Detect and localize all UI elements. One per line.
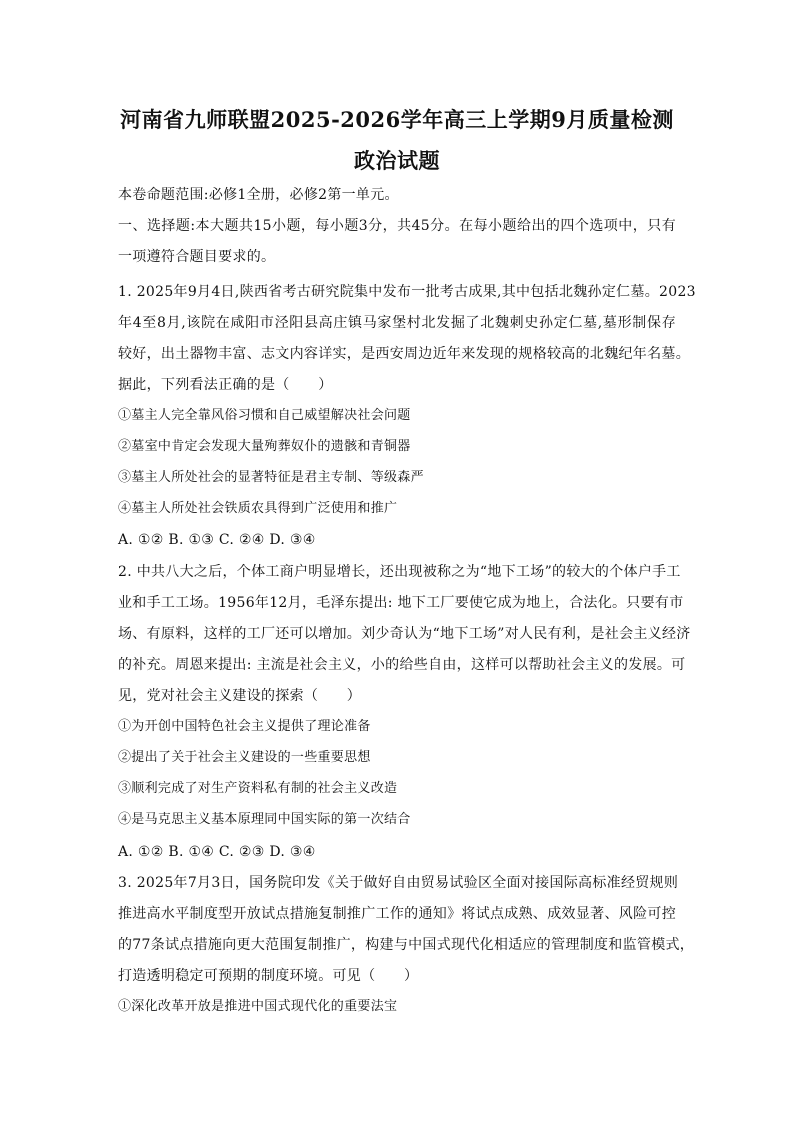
scope-note: 本卷命题范围:必修1全册，必修2第一单元。 — [118, 187, 399, 203]
q1-option-1: ①墓主人完全靠风俗习惯和自己威望解决社会问题 — [118, 408, 411, 423]
q3-stem-line2: 推进高水平制度型开放试点措施复制推广工作的通知》将试点成熟、成效显著、风险可控 — [118, 906, 676, 922]
q3-stem-line3: 的77条试点措施向更大范围复制推广，构建与中国式现代化相适应的管理制度和监管模式， — [118, 937, 695, 953]
q2-stem-line3: 场、有原料，这样的工厂还可以增加。刘少奇认为“地下工场”对人民有利，是社会主义经济 — [118, 626, 691, 642]
q1-stem-line4: 据此，下列看法正确的是（ ） — [118, 377, 333, 393]
q2-option-3: ③顺利完成了对生产资料私有制的社会主义改造 — [118, 781, 398, 796]
document-subtitle: 政治试题 — [354, 148, 440, 173]
q1-stem-line1: 1. 2025年9月4日,陕西省考古研究院集中发布一批考古成果,其中包括北魏孙定仁墓。2023 — [118, 284, 696, 300]
q1-choices: A. ①② B. ①③ C. ②④ D. ③④ — [118, 532, 316, 548]
document-title: 河南省九师联盟2025-2026学年高三上学期9月质量检测 — [120, 107, 674, 132]
q3-option-1: ①深化改革开放是推进中国式现代化的重要法宝 — [118, 999, 398, 1014]
q1-option-2: ②墓室中肯定会发现大量殉葬奴仆的遗骸和青铜器 — [118, 439, 411, 454]
q2-option-4: ④是马克思主义基本原理同中国实际的第一次结合 — [118, 812, 411, 827]
q2-option-2: ②提出了关于社会主义建设的一些重要思想 — [118, 750, 371, 765]
section-instructions-line1: 一、选择题:本大题共15小题，每小题3分，共45分。在每小题给出的四个选项中，只有 — [118, 218, 676, 234]
q1-stem-line3: 较好，出土器物丰富、志文内容详实，是西安周边近年来发现的规格较高的北魏纪年名墓。 — [118, 346, 690, 362]
section-instructions-line2: 一项遵符合题目要求的。 — [118, 249, 276, 265]
q2-stem-line2: 业和手工工场。1956年12月，毛泽东提出: 地下工厂要使它成为地上，合法化。只要有市 — [118, 595, 684, 611]
q1-option-3: ③墓主人所处社会的显著特征是君主专制、等级森严 — [118, 470, 424, 485]
q2-choices: A. ①② B. ①④ C. ②③ D. ③④ — [118, 844, 316, 860]
q1-option-4: ④墓主人所处社会铁质农具得到广泛使用和推广 — [118, 501, 398, 516]
q3-stem-line1: 3. 2025年7月3日，国务院印发《关于做好自由贸易试验区全面对接国际高标准经贸规则 — [118, 875, 679, 891]
q2-stem-line5: 见，党对社会主义建设的探索（ ） — [118, 688, 362, 704]
q1-stem-line2: 年4至8月,该院在咸阳市泾阳县高庄镇马家堡村北发掘了北魏刺史孙定仁墓,墓形制保存 — [118, 315, 676, 331]
q2-option-1: ①为开创中国特色社会主义提供了理论准备 — [118, 719, 371, 734]
q2-stem-line1: 2. 中共八大之后，个体工商户明显增长，还出现被称之为“地下工场”的较大的个体户手工 — [118, 564, 681, 580]
q2-stem-line4: 的补充。周恩来提出: 主流是社会主义，小的给些自由，这样可以帮助社会主义的发展。可 — [118, 657, 686, 673]
q3-stem-line4: 打造透明稳定可预期的制度环境。可见（ ） — [118, 968, 419, 984]
